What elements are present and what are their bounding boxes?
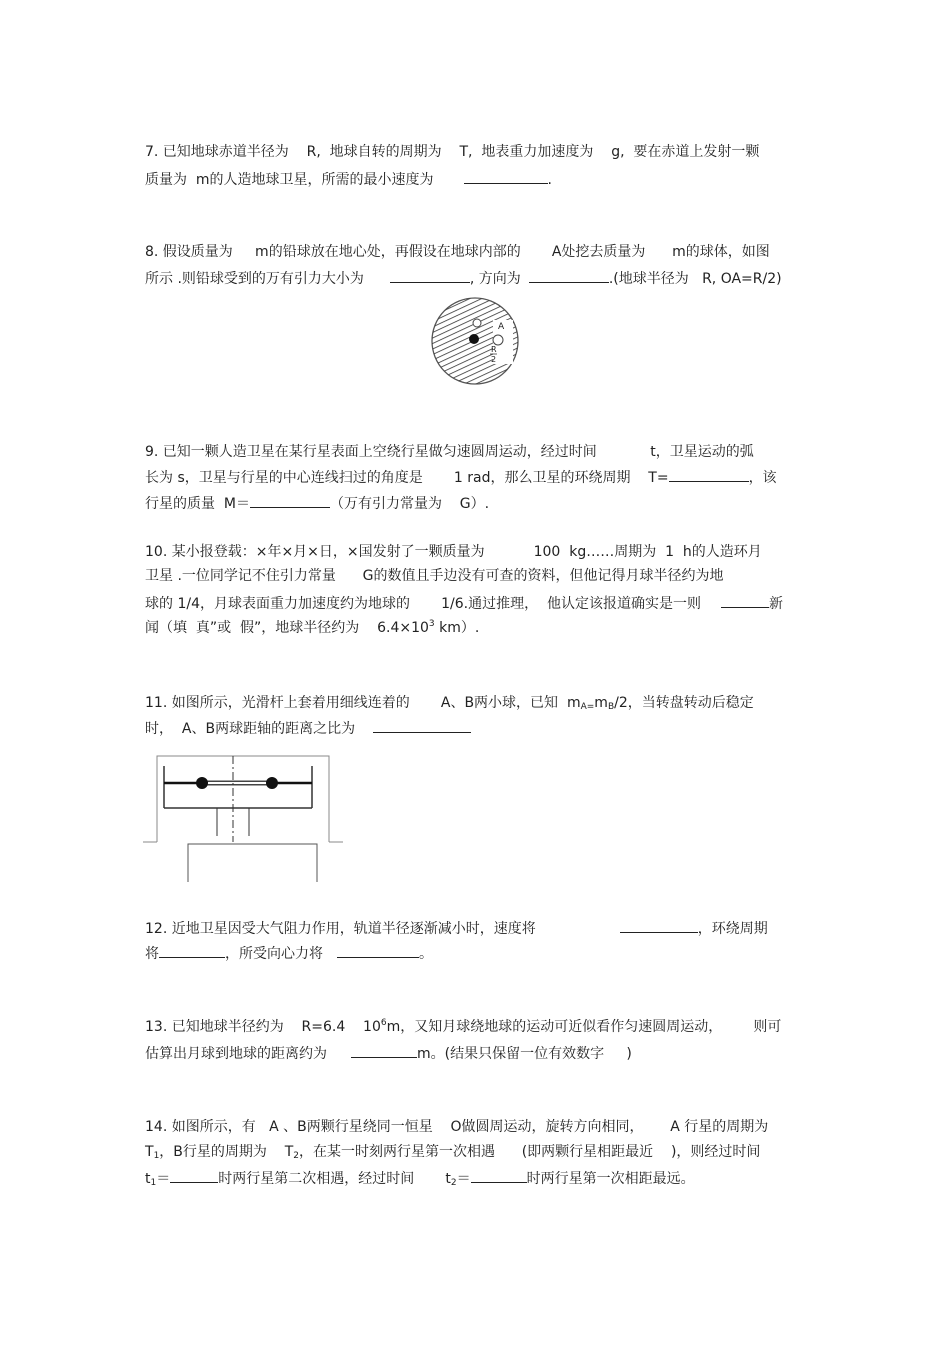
q9-text-a: 长为 s，卫星与行星的中心连线扫过的角度是 1 rad，那么卫星的环绕周期 T= <box>145 470 669 486</box>
q12-line2 <box>145 943 433 963</box>
q14-sub-1: 1 <box>153 1151 160 1161</box>
q12-line1 <box>145 918 768 938</box>
q14-sub-2: 2 <box>293 1151 299 1161</box>
q12-text-a: 12. 近地卫星因受大气阻力作用，轨道半径逐渐减小时，速度将 <box>145 921 536 937</box>
cavity-a <box>493 335 503 345</box>
q10-line3 <box>145 593 783 613</box>
q10-text-b: 新 <box>769 596 784 612</box>
q10-line1: 10. 某小报登载：×年×月×日，×国发射了一颗质量为 100 kg……周期为 1 h的人造环月 <box>145 544 762 560</box>
q9-period-blank[interactable] <box>669 467 749 482</box>
q9-text-b: ，该 <box>748 470 777 486</box>
q11-text-b: /2，当转盘转动后稳定 <box>614 695 754 711</box>
q9-line2 <box>145 467 777 487</box>
q10-line2: 卫星 .一位同学记不住引力常量 G的数值且手边没有可查的资料，但他记得月球半径约为地 <box>145 568 724 584</box>
turntable-rod-figure <box>143 754 348 884</box>
q8-direction-blank[interactable] <box>529 268 609 283</box>
q13-distance-blank[interactable] <box>351 1043 417 1058</box>
q12-text-d: ，所受向心力将 <box>225 946 323 962</box>
small-circle-o <box>473 319 481 327</box>
ball-b <box>266 777 278 789</box>
q13-exp: 6 <box>380 1018 387 1028</box>
q7-text: 质量为 m的人造地球卫星，所需的最小速度为 <box>145 172 434 188</box>
fig-label-a: A <box>498 322 505 332</box>
q7-line2 <box>145 169 552 189</box>
q7-answer-blank[interactable] <box>464 169 548 184</box>
q14-text-e: 时两行星第一次相距最远。 <box>526 1171 695 1187</box>
q11-line2 <box>145 718 471 738</box>
q13-text-b: m，又知月球绕地球的运动可近似看作匀速圆周运动， 则可 <box>386 1019 782 1035</box>
q12-speed-blank[interactable] <box>620 918 698 933</box>
q9-text-c: 行星的质量 M＝ <box>145 496 250 512</box>
q10-exp: 3 <box>428 619 435 629</box>
q9-text-d: （万有引力常量为 G）. <box>329 496 490 512</box>
q10-text-a: 球的 1/4，月球表面重力加速度约为地球的 1/6.通过推理， 他认定该报道确实是一则 <box>145 596 702 612</box>
q10-answer-blank[interactable] <box>721 593 769 608</box>
q13-line1 <box>145 1018 781 1036</box>
q9-line3 <box>145 493 489 513</box>
q10-text-d: km）. <box>434 620 480 636</box>
q11-sub-a: A= <box>580 702 595 712</box>
q14-eq1: ＝ <box>156 1171 171 1187</box>
q14-text-c: ，在某一时刻两行星第一次相遇 (即两颗行星相距最近 )，则经过时间 <box>299 1144 761 1160</box>
q11-text-m: m <box>594 695 608 711</box>
q11-text-c: 时， A、B两球距轴的距离之比为 <box>145 721 356 737</box>
q8-text-a: 所示 .则铅球受到的万有引力大小为 <box>145 271 364 287</box>
q8-text-c: .(地球半径为 R, OA=R/2) <box>608 271 782 287</box>
q11-ratio-blank[interactable] <box>373 718 471 733</box>
q13-text-d: m。(结果只保留一位有效数字 ) <box>417 1046 632 1062</box>
q8-line2 <box>145 268 782 288</box>
q8-text-b: , 方向为 <box>469 271 521 287</box>
q14-meet-blank[interactable] <box>170 1168 218 1183</box>
q9-line1: 9. 已知一颗人造卫星在某行星表面上空绕行星做匀速圆周运动，经过时间 t，卫星运动的弧 <box>145 444 754 460</box>
base-block <box>188 844 317 882</box>
fig-label-2: 2 <box>491 355 497 364</box>
q14-t1-sub: 1 <box>150 1178 157 1188</box>
q9-mass-blank[interactable] <box>250 493 330 508</box>
frame-outline <box>157 756 329 842</box>
q12-force-blank[interactable] <box>337 943 419 958</box>
q8-force-blank[interactable] <box>390 268 470 283</box>
q8-line1: 8. 假设质量为 m的铅球放在地心处，再假设在地球内部的 A处挖去质量为 m的球体，如图 <box>145 244 770 260</box>
q7-line1: 7. 已知地球赤道半径为 R, 地球自转的周期为 T, 地表重力加速度为 g, 要在赤道上发射一颗 <box>145 144 760 160</box>
q10-text-c: 闻（填 真”或 假”，地球半径约为 6.4×10 <box>145 620 429 636</box>
q11-text-a: 11. 如图所示，光滑杆上套着用细线连着的 A、B两小球，已知 m <box>145 695 581 711</box>
fig-label-r: R <box>491 345 497 354</box>
q13-line2 <box>145 1043 632 1063</box>
q12-period-blank[interactable] <box>159 943 225 958</box>
q12-text-c: 将 <box>145 946 159 962</box>
q14-t-a: T <box>145 1144 154 1160</box>
q14-eq2: ＝ <box>456 1171 471 1187</box>
q11-line1 <box>145 694 754 712</box>
q14-t1: t <box>145 1171 151 1187</box>
q14-line2 <box>145 1143 760 1161</box>
q14-t2-sub: 2 <box>450 1178 457 1188</box>
q14-text-d: 时两行星第二次相遇，经过时间 t <box>218 1171 451 1187</box>
q12-text-e: 。 <box>419 946 433 962</box>
q14-line1: 14. 如图所示，有 A 、B两颗行星绕同一恒星 O做圆周运动，旋转方向相同， A 行星的周期为 <box>145 1119 769 1135</box>
lead-ball <box>469 334 479 344</box>
earth-cavity-figure <box>427 296 523 386</box>
q13-text-a: 13. 已知地球半径约为 R=6.4 10 <box>145 1019 381 1035</box>
q14-farthest-blank[interactable] <box>471 1168 527 1183</box>
q14-text-b: ，B行星的周期为 T <box>159 1144 294 1160</box>
ball-a <box>196 777 208 789</box>
q14-line3 <box>145 1168 695 1188</box>
q13-text-c: 估算出月球到地球的距离约为 <box>145 1046 327 1062</box>
q7-period: . <box>547 172 552 188</box>
q11-sub-b: B <box>607 702 615 712</box>
q12-text-b: ，环绕周期 <box>697 921 768 937</box>
q10-line4 <box>145 619 479 637</box>
